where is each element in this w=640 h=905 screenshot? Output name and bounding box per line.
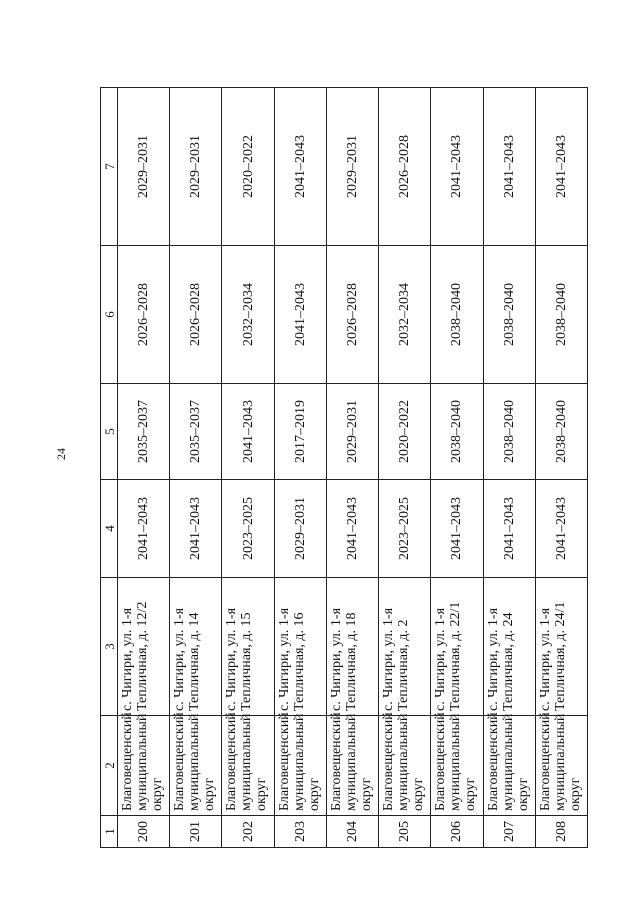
period-col4: 2041–2043 xyxy=(170,480,222,578)
address-cell: с. Чигири, ул. 1-я Тепличная, д. 24 xyxy=(483,578,535,716)
district-cell: Благовещенский муниципальный округ xyxy=(379,716,431,816)
period-col7: 2029–2031 xyxy=(118,88,170,246)
district-cell: Благовещенский муниципальный округ xyxy=(431,716,483,816)
period-col4: 2023–2025 xyxy=(222,480,274,578)
period-col4: 2041–2043 xyxy=(326,480,378,578)
period-col5: 2038–2040 xyxy=(483,384,535,480)
period-col7: 2026–2028 xyxy=(379,88,431,246)
period-col6: 2032–2034 xyxy=(379,246,431,384)
table-row xyxy=(379,88,431,848)
period-col7: 2029–2031 xyxy=(326,88,378,246)
header-row xyxy=(101,88,118,848)
row-number: 208 xyxy=(535,816,587,848)
district-cell: Благовещенский муниципальный округ xyxy=(483,716,535,816)
period-col4: 2041–2043 xyxy=(118,480,170,578)
district-cell: Благовещенский муниципальный округ xyxy=(535,716,587,816)
address-cell: с. Чигири, ул. 1-я Тепличная, д. 16 xyxy=(274,578,326,716)
header-cell: 7 xyxy=(101,88,118,246)
header-cell: 1 xyxy=(101,816,118,848)
schedule-table xyxy=(100,87,588,848)
table-row xyxy=(483,88,535,848)
address-cell: с. Чигири, ул. 1-я Тепличная, д. 14 xyxy=(170,578,222,716)
period-col5: 2020–2022 xyxy=(379,384,431,480)
table-row xyxy=(170,88,222,848)
period-col7: 2029–2031 xyxy=(170,88,222,246)
period-col6: 2038–2040 xyxy=(483,246,535,384)
table-row xyxy=(535,88,587,848)
row-number: 205 xyxy=(379,816,431,848)
row-number: 200 xyxy=(118,816,170,848)
address-cell: с. Чигири, ул. 1-я Тепличная, д. 2 xyxy=(379,578,431,716)
period-col6: 2038–2040 xyxy=(535,246,587,384)
period-col5: 2038–2040 xyxy=(431,384,483,480)
address-cell: с. Чигири, ул. 1-я Тепличная, д. 12/2 xyxy=(118,578,170,716)
period-col7: 2041–2043 xyxy=(535,88,587,246)
row-number: 203 xyxy=(274,816,326,848)
rotated-page xyxy=(100,88,588,848)
period-col7: 2020–2022 xyxy=(222,88,274,246)
period-col7: 2041–2043 xyxy=(431,88,483,246)
period-col4: 2029–2031 xyxy=(274,480,326,578)
period-col6: 2026–2028 xyxy=(326,246,378,384)
period-col5: 2038–2040 xyxy=(535,384,587,480)
page-number: 24 xyxy=(54,448,68,460)
period-col5: 2035–2037 xyxy=(170,384,222,480)
address-cell: с. Чигири, ул. 1-я Тепличная, д. 24/1 xyxy=(535,578,587,716)
row-number: 206 xyxy=(431,816,483,848)
district-cell: Благовещенский муниципальный округ xyxy=(274,716,326,816)
period-col7: 2041–2043 xyxy=(274,88,326,246)
period-col6: 2038–2040 xyxy=(431,246,483,384)
period-col5: 2041–2043 xyxy=(222,384,274,480)
table-row xyxy=(222,88,274,848)
row-number: 202 xyxy=(222,816,274,848)
period-col5: 2035–2037 xyxy=(118,384,170,480)
table-row xyxy=(274,88,326,848)
period-col6: 2026–2028 xyxy=(170,246,222,384)
period-col5: 2029–2031 xyxy=(326,384,378,480)
table-row xyxy=(326,88,378,848)
period-col4: 2023–2025 xyxy=(379,480,431,578)
district-cell: Благовещенский муниципальный округ xyxy=(170,716,222,816)
table-row xyxy=(118,88,170,848)
header-cell: 6 xyxy=(101,246,118,384)
header-cell: 2 xyxy=(101,716,118,816)
address-cell: с. Чигири, ул. 1-я Тепличная, д. 18 xyxy=(326,578,378,716)
row-number: 207 xyxy=(483,816,535,848)
period-col4: 2041–2043 xyxy=(535,480,587,578)
row-number: 204 xyxy=(326,816,378,848)
address-cell: с. Чигири, ул. 1-я Тепличная, д. 15 xyxy=(222,578,274,716)
table-row xyxy=(431,88,483,848)
period-col6: 2032–2034 xyxy=(222,246,274,384)
table-container xyxy=(100,88,588,848)
district-cell: Благовещенский муниципальный округ xyxy=(222,716,274,816)
district-cell: Благовещенский муниципальный округ xyxy=(118,716,170,816)
row-number: 201 xyxy=(170,816,222,848)
period-col7: 2041–2043 xyxy=(483,88,535,246)
period-col4: 2041–2043 xyxy=(483,480,535,578)
period-col4: 2041–2043 xyxy=(431,480,483,578)
period-col5: 2017–2019 xyxy=(274,384,326,480)
period-col6: 2026–2028 xyxy=(118,246,170,384)
header-cell: 4 xyxy=(101,480,118,578)
header-cell: 5 xyxy=(101,384,118,480)
header-cell: 3 xyxy=(101,578,118,716)
address-cell: с. Чигири, ул. 1-я Тепличная, д. 22/1 xyxy=(431,578,483,716)
period-col6: 2041–2043 xyxy=(274,246,326,384)
district-cell: Благовещенский муниципальный округ xyxy=(326,716,378,816)
